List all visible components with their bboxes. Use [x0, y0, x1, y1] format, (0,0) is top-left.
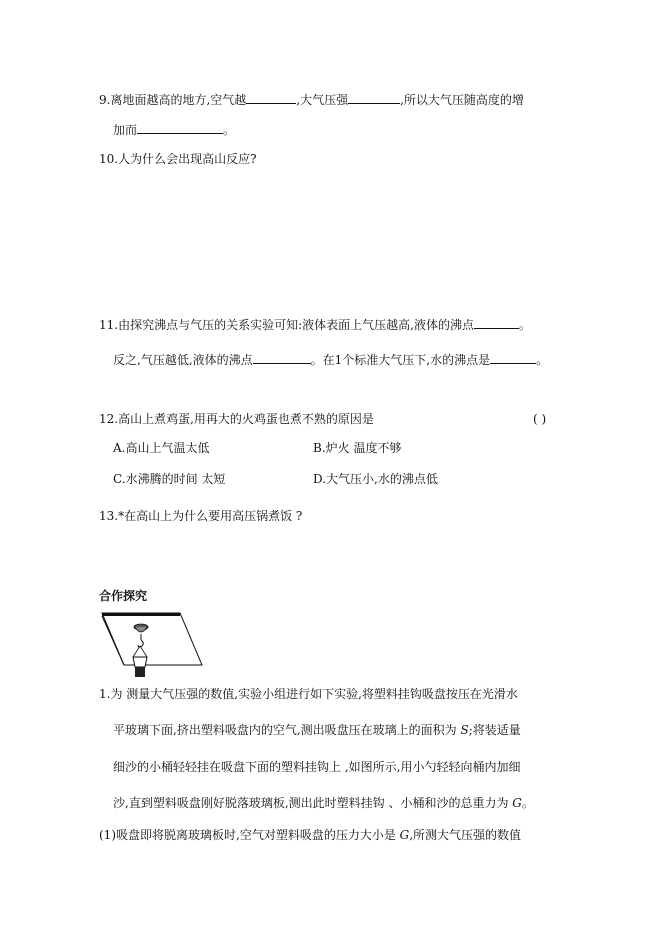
q11-line1 [99, 316, 531, 333]
section-title: 合作探究 [99, 589, 148, 603]
q12-answer-paren[interactable]: ( ) [533, 412, 547, 426]
p1-var-g: G [512, 796, 522, 810]
q11-text-b: 。 [518, 318, 531, 332]
q9-text-d: 加而 [113, 123, 138, 137]
p1-line2 [113, 722, 521, 738]
q13-text: 13.*在高山上为什么要用高压锅煮饭 ? [99, 509, 303, 523]
q9-blank-2[interactable] [348, 91, 400, 104]
q11-text-d: 。在1个标准大气压下,水的沸点是 [310, 353, 491, 367]
q11-blank-2[interactable] [253, 351, 311, 364]
p1-text-5b: ,所测大气压强的数值 [409, 828, 522, 842]
q9-text-e: 。 [223, 123, 236, 137]
q11-text-a: 11.由探究沸点与气压的关系实验可知:液体表面上气压越高,液体的沸点 [99, 318, 474, 332]
q12-option-d[interactable]: D.大气压小,水的沸点低 [313, 472, 438, 486]
p1-line3: 细沙的小桶轻轻挂在吸盘下面的塑料挂钩上 ,如图所示,用小勺轻轻向桶内加细 [113, 760, 521, 774]
suction-cup-apparatus-figure [96, 605, 206, 681]
q12-option-c[interactable]: C.水沸腾的时间 太短 [113, 472, 226, 486]
q9-text-b: ,大气压强 [296, 93, 349, 107]
p1-text-4b: 。 [521, 796, 534, 810]
glass-edge-icon [102, 613, 180, 616]
p1-text-4a: 沙,直到塑料吸盘刚好脱落玻璃板,测出此时塑料挂钩 、小桶和沙的总重力为 [113, 796, 513, 810]
sand-icon [135, 667, 145, 677]
q9-blank-3[interactable] [137, 121, 223, 134]
p1-var-s: S [460, 723, 469, 737]
q9-text-a: 9.离地面越高的地方,空气越 [99, 93, 247, 107]
q9-blank-1[interactable] [246, 91, 296, 104]
q11-line2 [113, 351, 548, 368]
q11-blank-1[interactable] [474, 316, 519, 329]
q11-text-c: 反之,气压越低,液体的沸点 [113, 353, 253, 367]
q12-option-a[interactable]: A.高山上气温太低 [113, 441, 210, 455]
p1-line4 [113, 795, 534, 811]
p1-text-2a: 平玻璃下面,挤出塑料吸盘内的空气,测出吸盘压在玻璃上的面积为 [113, 723, 461, 737]
p1-text-5a: (1)吸盘即将脱离玻璃板时,空气对塑料吸盘的压力大小是 [99, 828, 400, 842]
p1-line5 [99, 827, 521, 843]
bucket-icon [133, 657, 147, 667]
q9-line1 [99, 91, 524, 108]
q11-blank-3[interactable] [490, 351, 536, 364]
p1-text-2b: ;将装适量 [468, 723, 521, 737]
p1-line1: 1.为 测量大气压强的数值,实验小组进行如下实验,将塑料挂钩吸盘按压在光滑水 [99, 687, 518, 701]
q12-option-b[interactable]: B.炉火 温度不够 [313, 441, 402, 455]
q11-text-e: 。 [536, 353, 549, 367]
q9-line2 [113, 121, 235, 138]
q10-text: 10.人为什么会出现高山反应? [99, 152, 257, 166]
p1-var-g2: G [399, 828, 410, 842]
glass-plate-icon [102, 613, 202, 665]
q9-text-c: ,所以大气压随高度的增 [400, 93, 524, 107]
q12-stem: 12.高山上煮鸡蛋,用再大的火鸡蛋也煮不熟的原因是 [99, 412, 374, 426]
